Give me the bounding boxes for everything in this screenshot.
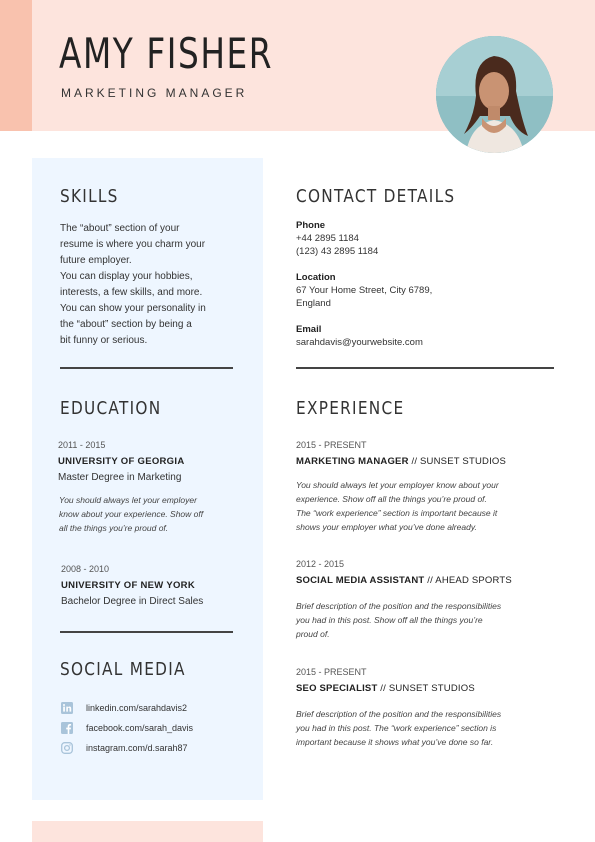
social-link-text: facebook.com/sarah_davis xyxy=(86,722,194,733)
email-label: Email xyxy=(296,324,322,335)
job-header: SOCIAL MEDIA ASSISTANT // AHEAD SPORTS xyxy=(296,575,512,586)
social-link-text: linkedin.com/sarahdavis2 xyxy=(86,702,188,713)
email-value[interactable]: sarahdavis@yourwebsite.com xyxy=(296,337,423,348)
education-school: UNIVERSITY OF GEORGIA xyxy=(58,456,185,467)
contact-divider xyxy=(296,367,554,369)
social-link-facebook[interactable] xyxy=(60,721,193,734)
social-media-heading: SOCIAL MEDIA xyxy=(60,659,186,680)
person-name: AMY FISHER xyxy=(59,29,274,78)
footer-accent-strip xyxy=(32,821,263,842)
location-value: 67 Your Home Street, City 6789, England xyxy=(296,285,433,309)
contact-details-heading: CONTACT DETAILS xyxy=(296,186,456,207)
job-period: 2012 - 2015 xyxy=(296,559,345,569)
skills-divider xyxy=(60,367,233,369)
job-title: MARKETING MANAGER xyxy=(61,86,248,100)
skills-heading: SKILLS xyxy=(60,186,119,207)
job-description: Brief description of the position and the responsibilities you had in this post. Show off all the things you’re proud of. xyxy=(296,601,502,639)
profile-photo xyxy=(436,36,553,153)
job-description: You should always let your employer know about your experience. Show off all the things you’re proud of. The “work experience” section is important because it shows your employer what you’ve done already. xyxy=(296,480,499,532)
education-degree: Master Degree in Marketing xyxy=(58,472,182,483)
phone-label: Phone xyxy=(296,220,326,231)
education-years: 2008 - 2010 xyxy=(61,564,110,574)
instagram-icon xyxy=(60,741,73,754)
social-link-linkedin[interactable] xyxy=(60,701,187,714)
social-link-instagram[interactable] xyxy=(60,741,188,754)
education-years: 2011 - 2015 xyxy=(58,440,106,450)
job-header: MARKETING MANAGER // SUNSET STUDIOS xyxy=(296,456,507,467)
education-description: You should always let your employer know about your experience. Show off all the things you’re proud of. xyxy=(59,495,204,533)
social-link-text: instagram.com/d.sarah87 xyxy=(86,742,188,753)
education-degree: Bachelor Degree in Direct Sales xyxy=(61,596,204,607)
job-header: SEO SPECIALIST // SUNSET STUDIOS xyxy=(296,683,475,694)
job-period: 2015 - PRESENT xyxy=(296,667,367,677)
experience-heading: EXPERIENCE xyxy=(296,398,405,419)
phone-value: +44 2895 1184 (123) 43 2895 1184 xyxy=(296,233,379,257)
skills-text: The “about” section of your resume is where you charm your future employer. You can display your hobbies, interests, a few skills, and more. You can show your personality in the “about” section by being a bit funny or serious. xyxy=(60,223,206,346)
job-period: 2015 - PRESENT xyxy=(296,440,367,450)
header-accent-bar xyxy=(0,0,32,131)
job-description: Brief description of the position and the responsibilities you had in this post. The “work experience” section is important because it shows what you’ve done so far. xyxy=(296,709,502,747)
linkedin-icon xyxy=(60,701,73,714)
facebook-icon xyxy=(60,721,73,734)
location-label: Location xyxy=(296,272,336,283)
education-school: UNIVERSITY OF NEW YORK xyxy=(61,580,195,591)
education-divider xyxy=(60,631,233,633)
education-heading: EDUCATION xyxy=(60,398,162,419)
